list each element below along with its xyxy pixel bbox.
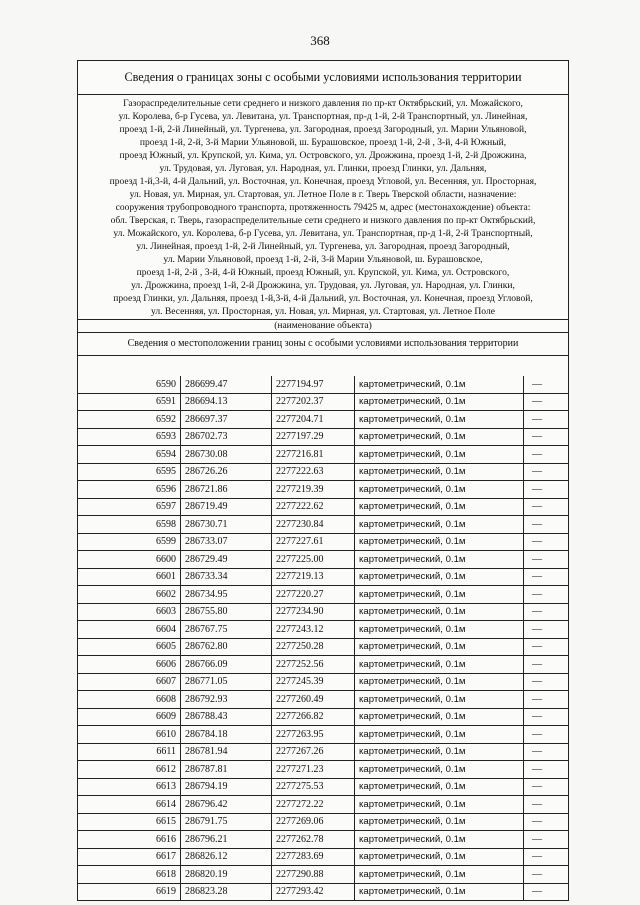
table-row [78,866,568,884]
table-header-gap [78,356,568,376]
table-row [78,551,568,569]
point-number-cell: 6600 [78,551,181,569]
method-cell: картометрический, 0.1м [355,743,524,761]
note-cell: — [524,463,569,481]
point-number-cell: 6595 [78,463,181,481]
y-coordinate-cell: 2277266.82 [272,708,355,726]
description-line: ул. Новая, ул. Мирная, ул. Стартовая, ул. Летное Поле в г. Тверь Тверской области, назначение: [129,189,517,200]
note-cell: — [524,498,569,516]
note-cell: — [524,586,569,604]
point-number-cell: 6603 [78,603,181,621]
description-line: проезд 1-й, 2-й Линейный, ул. Тургенева, ул. Загородная, проезд Загородный, ул. Марии Ульяновой, [119,124,527,135]
note-cell: — [524,638,569,656]
table-row [78,743,568,761]
description-line: проезд Глинки, ул. Дальняя, проезд 1-й,3-й, 4-й Дальний, ул. Восточная, ул. Конечная, проезд Угловой, [113,293,533,304]
note-cell: — [524,411,569,429]
x-coordinate-cell: 286767.75 [181,621,272,639]
table-row [78,726,568,744]
table-row [78,463,568,481]
method-cell: картометрический, 0.1м [355,883,524,900]
method-cell: картометрический, 0.1м [355,796,524,814]
table-row [78,656,568,674]
x-coordinate-cell: 286771.05 [181,673,272,691]
x-coordinate-cell: 286766.09 [181,656,272,674]
table-row [78,778,568,796]
point-number-cell: 6598 [78,516,181,534]
table-row [78,533,568,551]
x-coordinate-cell: 286762.80 [181,638,272,656]
point-number-cell: 6599 [78,533,181,551]
method-cell: картометрический, 0.1м [355,568,524,586]
table-row [78,393,568,411]
point-number-cell: 6604 [78,621,181,639]
method-cell: картометрический, 0.1м [355,393,524,411]
y-coordinate-cell: 2277272.22 [272,796,355,814]
method-cell: картометрический, 0.1м [355,691,524,709]
point-number-cell: 6590 [78,376,181,393]
table-row [78,831,568,849]
table-row [78,708,568,726]
x-coordinate-cell: 286820.19 [181,866,272,884]
table-row [78,796,568,814]
method-cell: картометрический, 0.1м [355,708,524,726]
note-cell: — [524,516,569,534]
method-cell: картометрический, 0.1м [355,533,524,551]
y-coordinate-cell: 2277271.23 [272,761,355,779]
y-coordinate-cell: 2277252.56 [272,656,355,674]
note-cell: — [524,883,569,900]
point-number-cell: 6596 [78,481,181,499]
description-line: проезд Южный, ул. Крупской, ул. Кима, ул. Островского, ул. Дрожжина, проезд 1-й, 2-й Дрожжина, [119,150,527,161]
point-number-cell: 6618 [78,866,181,884]
y-coordinate-cell: 2277225.00 [272,551,355,569]
x-coordinate-cell: 286730.71 [181,516,272,534]
x-coordinate-cell: 286826.12 [181,848,272,866]
method-cell: картометрический, 0.1м [355,411,524,429]
method-cell: картометрический, 0.1м [355,446,524,464]
point-number-cell: 6601 [78,568,181,586]
x-coordinate-cell: 286733.34 [181,568,272,586]
note-cell: — [524,708,569,726]
note-cell: — [524,621,569,639]
table-row [78,621,568,639]
note-cell: — [524,481,569,499]
section-title: Сведения о границах зоны с особыми условиями использования территории [78,61,568,95]
location-heading: Сведения о местоположении границ зоны с особыми условиями использования территории [78,333,568,356]
point-number-cell: 6609 [78,708,181,726]
method-cell: картометрический, 0.1м [355,673,524,691]
y-coordinate-cell: 2277263.95 [272,726,355,744]
table-row [78,411,568,429]
y-coordinate-cell: 2277216.81 [272,446,355,464]
note-cell: — [524,866,569,884]
x-coordinate-cell: 286697.37 [181,411,272,429]
description-line: ул. Весенняя, ул. Просторная, ул. Новая, ул. Мирная, ул. Стартовая, ул. Летное Поле [151,306,495,317]
description-line: ул. Трудовая, ул. Луговая, ул. Народная, ул. Глинки, проезд Глинки, ул. Дальняя, [159,163,487,174]
method-cell: картометрический, 0.1м [355,656,524,674]
method-cell: картометрический, 0.1м [355,603,524,621]
y-coordinate-cell: 2277245.39 [272,673,355,691]
x-coordinate-cell: 286729.49 [181,551,272,569]
x-coordinate-cell: 286721.86 [181,481,272,499]
point-number-cell: 6606 [78,656,181,674]
method-cell: картометрический, 0.1м [355,848,524,866]
x-coordinate-cell: 286702.73 [181,428,272,446]
point-number-cell: 6610 [78,726,181,744]
note-cell: — [524,533,569,551]
description-line: ул. Королева, б-р Гусева, ул. Левитана, ул. Транспортная, пр-д 1-й, 2-й Транспортный, ул. Линейная, [118,111,528,122]
note-cell: — [524,656,569,674]
x-coordinate-cell: 286733.07 [181,533,272,551]
y-coordinate-cell: 2277219.13 [272,568,355,586]
note-cell: — [524,673,569,691]
method-cell: картометрический, 0.1м [355,761,524,779]
description-line: Газораспределительные сети среднего и низкого давления по пр-кт Октябрьский, ул. Можайского, [123,98,523,109]
note-cell: — [524,813,569,831]
x-coordinate-cell: 286719.49 [181,498,272,516]
y-coordinate-cell: 2277275.53 [272,778,355,796]
table-row [78,603,568,621]
method-cell: картометрический, 0.1м [355,463,524,481]
point-number-cell: 6592 [78,411,181,429]
point-number-cell: 6615 [78,813,181,831]
y-coordinate-cell: 2277290.88 [272,866,355,884]
table-row [78,586,568,604]
method-cell: картометрический, 0.1м [355,726,524,744]
y-coordinate-cell: 2277219.39 [272,481,355,499]
description-line: ул. Дрожжина, проезд 1-й, 2-й Дрожжина, ул. Трудовая, ул. Луговая, ул. Народная, ул. Глинки, [131,280,515,291]
description-line: проезд 1-й,3-й, 4-й Дальний, ул. Восточная, ул. Конечная, проезд Угловой, ул. Весенняя, ул. Просторная, [109,176,537,187]
page-number: 368 [310,33,330,48]
note-cell: — [524,831,569,849]
zone-boundary-form [77,60,569,901]
point-number-cell: 6613 [78,778,181,796]
method-cell: картометрический, 0.1м [355,866,524,884]
y-coordinate-cell: 2277293.42 [272,883,355,900]
x-coordinate-cell: 286796.21 [181,831,272,849]
point-number-cell: 6593 [78,428,181,446]
y-coordinate-cell: 2277220.27 [272,586,355,604]
note-cell: — [524,796,569,814]
table-row [78,813,568,831]
point-number-cell: 6597 [78,498,181,516]
method-cell: картометрический, 0.1м [355,778,524,796]
x-coordinate-cell: 286730.08 [181,446,272,464]
description-line: проезд 1-й, 2-й , 3-й, 4-й Южный, проезд Южный, ул. Крупской, ул. Кима, ул. Островского, [136,267,510,278]
method-cell: картометрический, 0.1м [355,831,524,849]
x-coordinate-cell: 286726.26 [181,463,272,481]
point-number-cell: 6608 [78,691,181,709]
x-coordinate-cell: 286796.42 [181,796,272,814]
table-row [78,848,568,866]
table-row [78,481,568,499]
note-cell: — [524,376,569,393]
description-line: ул. Линейная, проезд 1-й, 2-й Линейный, ул. Тургенева, ул. Загородная, проезд Загородный, [136,241,510,252]
method-cell: картометрический, 0.1м [355,813,524,831]
y-coordinate-cell: 2277202.37 [272,393,355,411]
y-coordinate-cell: 2277260.49 [272,691,355,709]
note-cell: — [524,568,569,586]
object-description [78,95,568,320]
table-row [78,446,568,464]
note-cell: — [524,446,569,464]
table-row [78,883,568,900]
description-line: ул. Можайского, ул. Королева, б-р Гусева, ул. Левитана, ул. Транспортная, пр-д 1-й, 2-й Транспортный, [113,228,533,239]
x-coordinate-cell: 286699.47 [181,376,272,393]
x-coordinate-cell: 286781.94 [181,743,272,761]
point-number-cell: 6607 [78,673,181,691]
point-number-cell: 6611 [78,743,181,761]
y-coordinate-cell: 2277222.62 [272,498,355,516]
object-name-caption: (наименование объекта) [78,320,568,333]
note-cell: — [524,603,569,621]
table-row [78,568,568,586]
method-cell: картометрический, 0.1м [355,516,524,534]
y-coordinate-cell: 2277262.78 [272,831,355,849]
x-coordinate-cell: 286794.19 [181,778,272,796]
table-row [78,673,568,691]
y-coordinate-cell: 2277243.12 [272,621,355,639]
table-row [78,638,568,656]
note-cell: — [524,743,569,761]
x-coordinate-cell: 286788.43 [181,708,272,726]
y-coordinate-cell: 2277197.29 [272,428,355,446]
y-coordinate-cell: 2277194.97 [272,376,355,393]
y-coordinate-cell: 2277204.71 [272,411,355,429]
x-coordinate-cell: 286792.93 [181,691,272,709]
point-number-cell: 6591 [78,393,181,411]
coordinates-table [78,376,568,900]
description-line: проезд 1-й, 2-й, 3-й Марии Ульяновой, ш. Бурашовское, проезд 1-й, 2-й , 3-й, 4-й Южный, [139,137,507,148]
note-cell: — [524,778,569,796]
method-cell: картометрический, 0.1м [355,481,524,499]
table-row [78,761,568,779]
y-coordinate-cell: 2277222.63 [272,463,355,481]
point-number-cell: 6612 [78,761,181,779]
method-cell: картометрический, 0.1м [355,586,524,604]
y-coordinate-cell: 2277234.90 [272,603,355,621]
y-coordinate-cell: 2277227.61 [272,533,355,551]
note-cell: — [524,551,569,569]
description-line: сооружения трубопроводного транспорта, протяженность 79425 м, адрес (местонахождение) объекта: [115,202,531,213]
method-cell: картометрический, 0.1м [355,551,524,569]
table-row [78,498,568,516]
x-coordinate-cell: 286791.75 [181,813,272,831]
table-row [78,428,568,446]
point-number-cell: 6605 [78,638,181,656]
note-cell: — [524,848,569,866]
x-coordinate-cell: 286784.18 [181,726,272,744]
y-coordinate-cell: 2277269.06 [272,813,355,831]
y-coordinate-cell: 2277283.69 [272,848,355,866]
description-line: обл. Тверская, г. Тверь, газораспределительные сети среднего и низкого давления по пр-кт Октябрьский, [110,215,536,226]
point-number-cell: 6602 [78,586,181,604]
y-coordinate-cell: 2277267.26 [272,743,355,761]
point-number-cell: 6594 [78,446,181,464]
point-number-cell: 6616 [78,831,181,849]
note-cell: — [524,393,569,411]
note-cell: — [524,428,569,446]
description-line: ул. Марии Ульяновой, проезд 1-й, 2-й, 3-й Марии Ульяновой, ш. Бурашовское, [163,254,483,265]
method-cell: картометрический, 0.1м [355,428,524,446]
method-cell: картометрический, 0.1м [355,638,524,656]
x-coordinate-cell: 286734.95 [181,586,272,604]
x-coordinate-cell: 286787.81 [181,761,272,779]
point-number-cell: 6614 [78,796,181,814]
note-cell: — [524,761,569,779]
point-number-cell: 6617 [78,848,181,866]
method-cell: картометрический, 0.1м [355,621,524,639]
x-coordinate-cell: 286823.28 [181,883,272,900]
method-cell: картометрический, 0.1м [355,498,524,516]
x-coordinate-cell: 286755.80 [181,603,272,621]
table-row [78,376,568,393]
note-cell: — [524,691,569,709]
table-row [78,516,568,534]
note-cell: — [524,726,569,744]
x-coordinate-cell: 286694.13 [181,393,272,411]
method-cell: картометрический, 0.1м [355,376,524,393]
y-coordinate-cell: 2277230.84 [272,516,355,534]
table-row [78,691,568,709]
point-number-cell: 6619 [78,883,181,900]
y-coordinate-cell: 2277250.28 [272,638,355,656]
